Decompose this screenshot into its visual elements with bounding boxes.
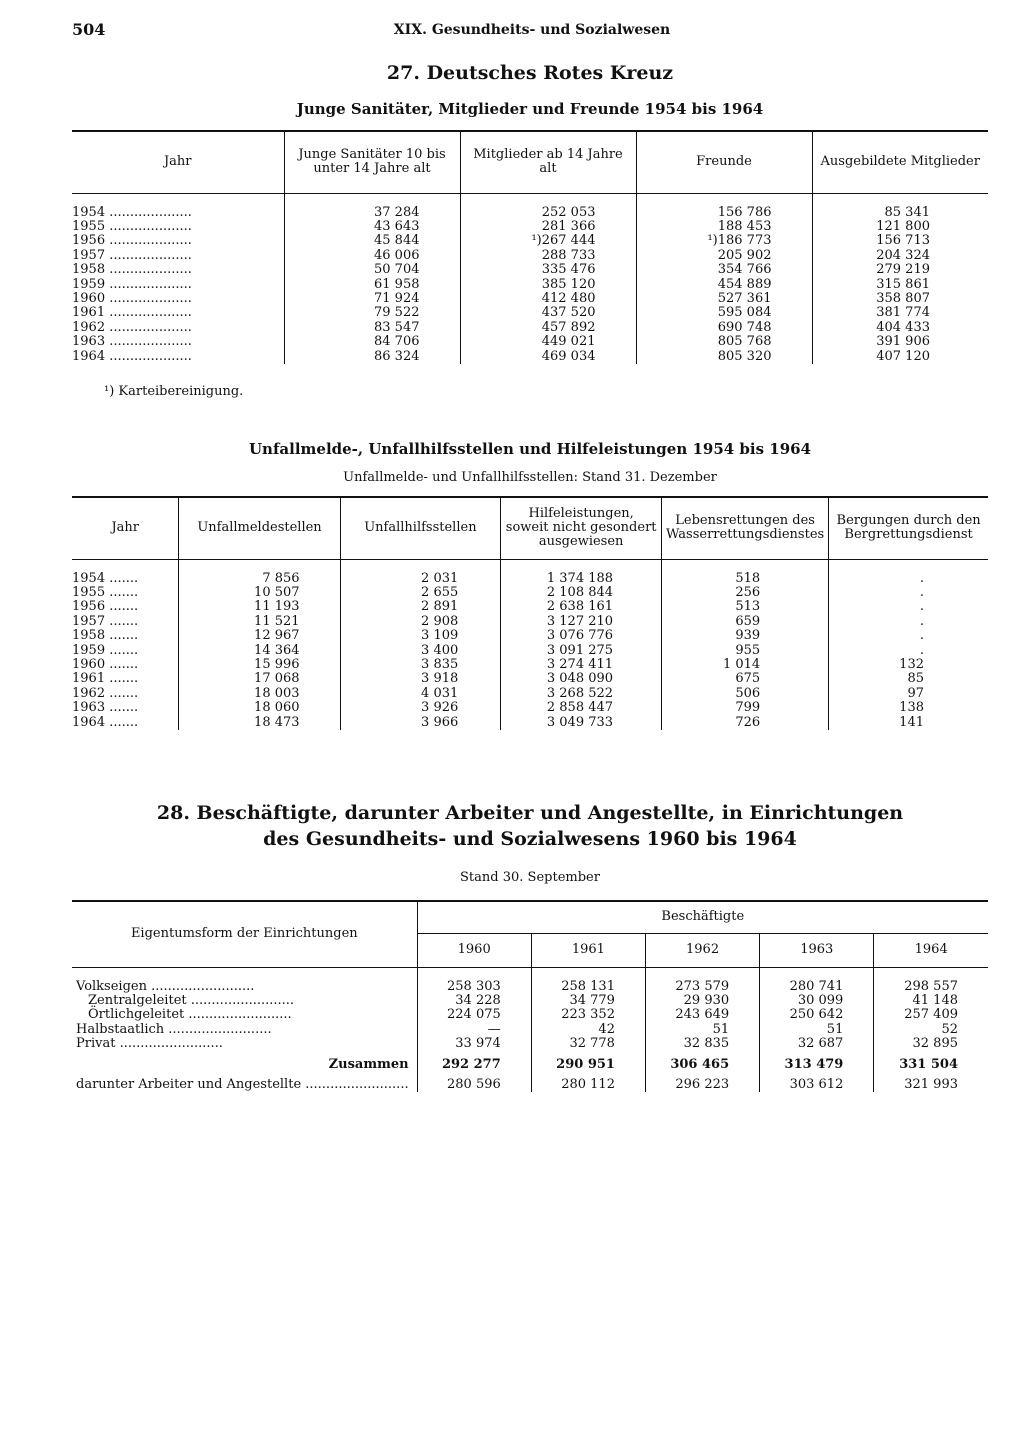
col-header-ausgebildete: Ausgebildete Mitglieder	[812, 131, 988, 193]
cell-value: 3 109	[340, 629, 501, 643]
dot-leader: ....................	[105, 305, 192, 321]
dot-leader: .........................	[115, 1036, 223, 1052]
cell-value: 18 473	[179, 716, 340, 730]
row-year: 1954 .......	[72, 570, 139, 586]
dot-leader: .......	[105, 671, 139, 687]
table-row	[72, 1008, 988, 1022]
cell-value: 321 993	[874, 1072, 988, 1092]
cell-value: 449 021	[460, 335, 636, 349]
cell-value: 407 120	[812, 350, 988, 364]
cell-value: 315 861	[812, 278, 988, 292]
cell-value: 11 193	[179, 600, 340, 614]
col-header-unfallmeldestellen: Unfallmeldestellen	[179, 497, 340, 559]
cell-value: 3 966	[340, 716, 501, 730]
row-year: 1958 ....................	[72, 262, 192, 278]
table-row	[72, 292, 988, 306]
cell-value: 2 638 161	[501, 600, 662, 614]
table28-subtitle: Stand 30. September	[460, 870, 600, 885]
dot-leader: .......	[105, 685, 139, 701]
dot-leader: .......	[105, 642, 139, 658]
dot-leader: ....................	[105, 204, 192, 220]
row-label: Halbstaatlich .........................	[76, 1021, 272, 1037]
row-label: Privat .........................	[76, 1036, 223, 1052]
cell-value: 51	[760, 1023, 874, 1037]
dot-leader: .......	[105, 714, 139, 730]
cell-value: 279 219	[812, 263, 988, 277]
cell-value: 50 704	[284, 263, 460, 277]
cell-value: 3 918	[340, 672, 501, 686]
cell-value: 33 974	[417, 1037, 531, 1051]
cell-value: 188 453	[636, 220, 812, 234]
cell-value: 1 374 188	[501, 559, 662, 586]
cell-value: ¹)186 773	[636, 234, 812, 248]
cell-value: 3 127 210	[501, 615, 662, 629]
cell-value: 257 409	[874, 1008, 988, 1022]
row-year: 1964 ....................	[72, 348, 192, 364]
cell-value: 354 766	[636, 263, 812, 277]
cell-value: 1 014	[662, 658, 829, 672]
dot-leader: ....................	[105, 247, 192, 263]
col-group-beschaeftigte: Beschäftigte	[417, 901, 988, 933]
table-row	[72, 306, 988, 320]
cell-value: 358 807	[812, 292, 988, 306]
cell-value: 42	[531, 1023, 645, 1037]
cell-value: 84 706	[284, 335, 460, 349]
cell-value: 3 049 733	[501, 716, 662, 730]
table27b-subtitle: Unfallmelde- und Unfallhilfsstellen: Stand 31. Dezember	[343, 470, 717, 485]
cell-value: .	[829, 559, 988, 586]
col-header-jahr: Jahr	[163, 154, 192, 170]
running-head: XIX. Gesundheits- und Sozialwesen	[393, 22, 671, 38]
row-label: darunter Arbeiter und Angestellte .........................	[76, 1076, 409, 1092]
dot-leader: ....................	[105, 319, 192, 335]
cell-value: 391 906	[812, 335, 988, 349]
table27	[72, 130, 988, 364]
row-year: 1960 .......	[72, 656, 139, 672]
cell-value: 3 091 275	[501, 644, 662, 658]
dot-leader: .......	[105, 656, 139, 672]
cell-value: 306 465	[645, 1052, 759, 1072]
cell-value: 595 084	[636, 306, 812, 320]
row-year: 1955 ....................	[72, 218, 192, 234]
dot-leader: ....................	[105, 218, 192, 234]
col-header-unfallhilfsstellen: Unfallhilfsstellen	[340, 497, 501, 559]
cell-value: 45 844	[284, 234, 460, 248]
row-year: 1955 .......	[72, 584, 139, 600]
cell-value: 280 596	[417, 1072, 531, 1092]
cell-value: 675	[662, 672, 829, 686]
cell-value: 138	[829, 701, 988, 715]
row-year: 1962 ....................	[72, 319, 192, 335]
cell-value: 3 268 522	[501, 687, 662, 701]
row-year: 1957 .......	[72, 613, 139, 629]
cell-value: 258 131	[531, 967, 645, 994]
col-header-lebensrettungen: Lebensrettungen des Wasserrettungsdienstes	[662, 497, 829, 559]
table-row	[72, 234, 988, 248]
dot-leader: .........................	[186, 992, 295, 1008]
cell-value: 412 480	[460, 292, 636, 306]
cell-value: 37 284	[284, 193, 460, 220]
cell-value: 141	[829, 716, 988, 730]
col-header-junge-sanitaeter: Junge Sanitäter 10 bis unter 14 Jahre alt	[284, 131, 460, 193]
row-year: 1960 ....................	[72, 290, 192, 306]
dot-leader: .........................	[184, 1007, 292, 1023]
cell-value: .	[829, 644, 988, 658]
dot-leader: .........................	[301, 1076, 409, 1092]
cell-value: 32 687	[760, 1037, 874, 1051]
cell-value: 32 895	[874, 1037, 988, 1051]
dot-leader: .......	[105, 628, 139, 644]
cell-value: 85	[829, 672, 988, 686]
cell-value: 513	[662, 600, 829, 614]
row-year: 1959 ....................	[72, 276, 192, 292]
cell-value: 280 112	[531, 1072, 645, 1092]
dot-leader: ....................	[105, 348, 192, 364]
cell-value: 79 522	[284, 306, 460, 320]
table-row	[72, 335, 988, 349]
cell-value: 46 006	[284, 249, 460, 263]
cell-value: 18 003	[179, 687, 340, 701]
cell-value: 29 930	[645, 994, 759, 1008]
cell-value: 2 031	[340, 559, 501, 586]
cell-value: 469 034	[460, 350, 636, 364]
row-label: Zusammen	[328, 1056, 409, 1072]
cell-value: 132	[829, 658, 988, 672]
table-row	[72, 321, 988, 335]
cell-value: 252 053	[460, 193, 636, 220]
table-row	[72, 249, 988, 263]
cell-value: .	[829, 629, 988, 643]
table-row	[72, 586, 988, 600]
col-header-jahr: Jahr	[111, 520, 139, 536]
dot-leader: ....................	[105, 290, 192, 306]
row-year: 1956 ....................	[72, 233, 192, 249]
col-header-year: 1960	[417, 933, 531, 967]
cell-value: 659	[662, 615, 829, 629]
table-row	[72, 687, 988, 701]
cell-value: 457 892	[460, 321, 636, 335]
table28	[72, 900, 988, 1092]
cell-value: 939	[662, 629, 829, 643]
row-label: Volkseigen .........................	[76, 978, 255, 994]
table-row	[72, 559, 988, 586]
table-row	[72, 615, 988, 629]
cell-value: 86 324	[284, 350, 460, 364]
cell-value: 3 835	[340, 658, 501, 672]
cell-value: 955	[662, 644, 829, 658]
table-row	[72, 278, 988, 292]
cell-value: 313 479	[760, 1052, 874, 1072]
cell-value: 805 320	[636, 350, 812, 364]
cell-value: 41 148	[874, 994, 988, 1008]
col-header-year: 1962	[645, 933, 759, 967]
row-year: 1961 ....................	[72, 305, 192, 321]
cell-value: 437 520	[460, 306, 636, 320]
cell-value: 506	[662, 687, 829, 701]
cell-value: 331 504	[874, 1052, 988, 1072]
cell-value: 83 547	[284, 321, 460, 335]
cell-value: 34 228	[417, 994, 531, 1008]
dot-leader: .......	[105, 584, 139, 600]
cell-value: 223 352	[531, 1008, 645, 1022]
row-year: 1956 .......	[72, 599, 139, 615]
cell-value: 690 748	[636, 321, 812, 335]
table-row	[72, 644, 988, 658]
dot-leader: ....................	[105, 334, 192, 350]
col-header-hilfeleistungen: Hilfeleistungen, soweit nicht gesondert ausgewiesen	[501, 497, 662, 559]
cell-value: 224 075	[417, 1008, 531, 1022]
col-header-mitglieder: Mitglieder ab 14 Jahre alt	[460, 131, 636, 193]
cell-value: 156 786	[636, 193, 812, 220]
cell-value: .	[829, 615, 988, 629]
col-header-year: 1961	[531, 933, 645, 967]
cell-value: 381 774	[812, 306, 988, 320]
table-row	[72, 701, 988, 715]
cell-value: 258 303	[417, 967, 531, 994]
table-row	[72, 263, 988, 277]
dot-leader: .......	[105, 599, 139, 615]
cell-value: 3 076 776	[501, 629, 662, 643]
cell-value: 3 048 090	[501, 672, 662, 686]
row-year: 1954 ....................	[72, 204, 192, 220]
dot-leader: .........................	[164, 1021, 272, 1037]
cell-value: 296 223	[645, 1072, 759, 1092]
cell-value: 256	[662, 586, 829, 600]
row-year: 1963 ....................	[72, 334, 192, 350]
table-row	[72, 658, 988, 672]
row-label: Zentralgeleitet .........................	[88, 992, 295, 1008]
row-year: 1964 .......	[72, 714, 139, 730]
cell-value: 335 476	[460, 263, 636, 277]
table28-title-line1: 28. Beschäftigte, darunter Arbeiter und Angestellte, in Einrichtungen	[156, 802, 904, 824]
col-header-eigentumsform: Eigentumsform der Einrichtungen	[72, 901, 417, 967]
cell-value: 97	[829, 687, 988, 701]
cell-value: 290 951	[531, 1052, 645, 1072]
cell-value: 2 908	[340, 615, 501, 629]
cell-value: 273 579	[645, 967, 759, 994]
cell-value: 2 858 447	[501, 701, 662, 715]
cell-value: 17 068	[179, 672, 340, 686]
cell-value: 7 856	[179, 559, 340, 586]
cell-value: —	[417, 1023, 531, 1037]
cell-value: 43 643	[284, 220, 460, 234]
cell-value: 288 733	[460, 249, 636, 263]
col-header-year: 1963	[760, 933, 874, 967]
dot-leader: .......	[105, 570, 139, 586]
cell-value: 3 274 411	[501, 658, 662, 672]
table-row	[72, 672, 988, 686]
cell-value: .	[829, 586, 988, 600]
table-row	[72, 350, 988, 364]
cell-value: 11 521	[179, 615, 340, 629]
cell-value: 303 612	[760, 1072, 874, 1092]
cell-value: 2 891	[340, 600, 501, 614]
cell-value: 385 120	[460, 278, 636, 292]
cell-value: 205 902	[636, 249, 812, 263]
table27-subtitle: Junge Sanitäter, Mitglieder und Freunde 1954 bis 1964	[296, 100, 764, 118]
cell-value: 10 507	[179, 586, 340, 600]
cell-value: 121 800	[812, 220, 988, 234]
table27b	[72, 496, 988, 730]
cell-value: ¹)267 444	[460, 234, 636, 248]
cell-value: 61 958	[284, 278, 460, 292]
table-row	[72, 1072, 988, 1092]
cell-value: 243 649	[645, 1008, 759, 1022]
cell-value: 34 779	[531, 994, 645, 1008]
cell-value: 454 889	[636, 278, 812, 292]
cell-value: 3 926	[340, 701, 501, 715]
cell-value: 30 099	[760, 994, 874, 1008]
cell-value: 32 835	[645, 1037, 759, 1051]
cell-value: 52	[874, 1023, 988, 1037]
cell-value: 71 924	[284, 292, 460, 306]
table-row	[72, 1052, 988, 1072]
cell-value: 799	[662, 701, 829, 715]
cell-value: 527 361	[636, 292, 812, 306]
table-row	[72, 1037, 988, 1051]
table-row	[72, 967, 988, 994]
cell-value: 204 324	[812, 249, 988, 263]
cell-value: 805 768	[636, 335, 812, 349]
table-row	[72, 600, 988, 614]
dot-leader: ....................	[105, 262, 192, 278]
cell-value: 156 713	[812, 234, 988, 248]
table27-footnote: ¹) Karteibereinigung.	[104, 384, 244, 399]
table27b-title: Unfallmelde-, Unfallhilfsstellen und Hilfeleistungen 1954 bis 1964	[248, 440, 812, 458]
table28-title-line2: des Gesundheits- und Sozialwesens 1960 bis 1964	[263, 828, 797, 850]
cell-value: .	[829, 600, 988, 614]
row-year: 1962 .......	[72, 685, 139, 701]
cell-value: 298 557	[874, 967, 988, 994]
page-number: 504	[72, 20, 106, 39]
cell-value: 726	[662, 716, 829, 730]
cell-value: 2 108 844	[501, 586, 662, 600]
dot-leader: .......	[105, 613, 139, 629]
cell-value: 280 741	[760, 967, 874, 994]
cell-value: 4 031	[340, 687, 501, 701]
table-row	[72, 220, 988, 234]
cell-value: 14 364	[179, 644, 340, 658]
dot-leader: .......	[105, 700, 139, 716]
cell-value: 51	[645, 1023, 759, 1037]
cell-value: 3 400	[340, 644, 501, 658]
table-row	[72, 629, 988, 643]
cell-value: 15 996	[179, 658, 340, 672]
table-row	[72, 716, 988, 730]
row-year: 1957 ....................	[72, 247, 192, 263]
col-header-freunde: Freunde	[636, 131, 812, 193]
cell-value: 2 655	[340, 586, 501, 600]
dot-leader: ....................	[105, 233, 192, 249]
cell-value: 18 060	[179, 701, 340, 715]
table-row	[72, 193, 988, 220]
row-label: Örtlichgeleitet .........................	[88, 1007, 292, 1023]
cell-value: 292 277	[417, 1052, 531, 1072]
dot-leader: ....................	[105, 276, 192, 292]
cell-value: 12 967	[179, 629, 340, 643]
cell-value: 32 778	[531, 1037, 645, 1051]
row-year: 1963 .......	[72, 700, 139, 716]
table27-title: 27. Deutsches Rotes Kreuz	[386, 62, 674, 84]
cell-value: 250 642	[760, 1008, 874, 1022]
cell-value: 281 366	[460, 220, 636, 234]
cell-value: 404 433	[812, 321, 988, 335]
cell-value: 85 341	[812, 193, 988, 220]
row-year: 1958 .......	[72, 628, 139, 644]
col-header-bergungen: Bergungen durch den Bergrettungsdienst	[829, 497, 988, 559]
cell-value: 518	[662, 559, 829, 586]
table-row	[72, 1023, 988, 1037]
row-year: 1961 .......	[72, 671, 139, 687]
col-header-year: 1964	[874, 933, 988, 967]
dot-leader: .........................	[146, 978, 255, 994]
row-year: 1959 .......	[72, 642, 139, 658]
